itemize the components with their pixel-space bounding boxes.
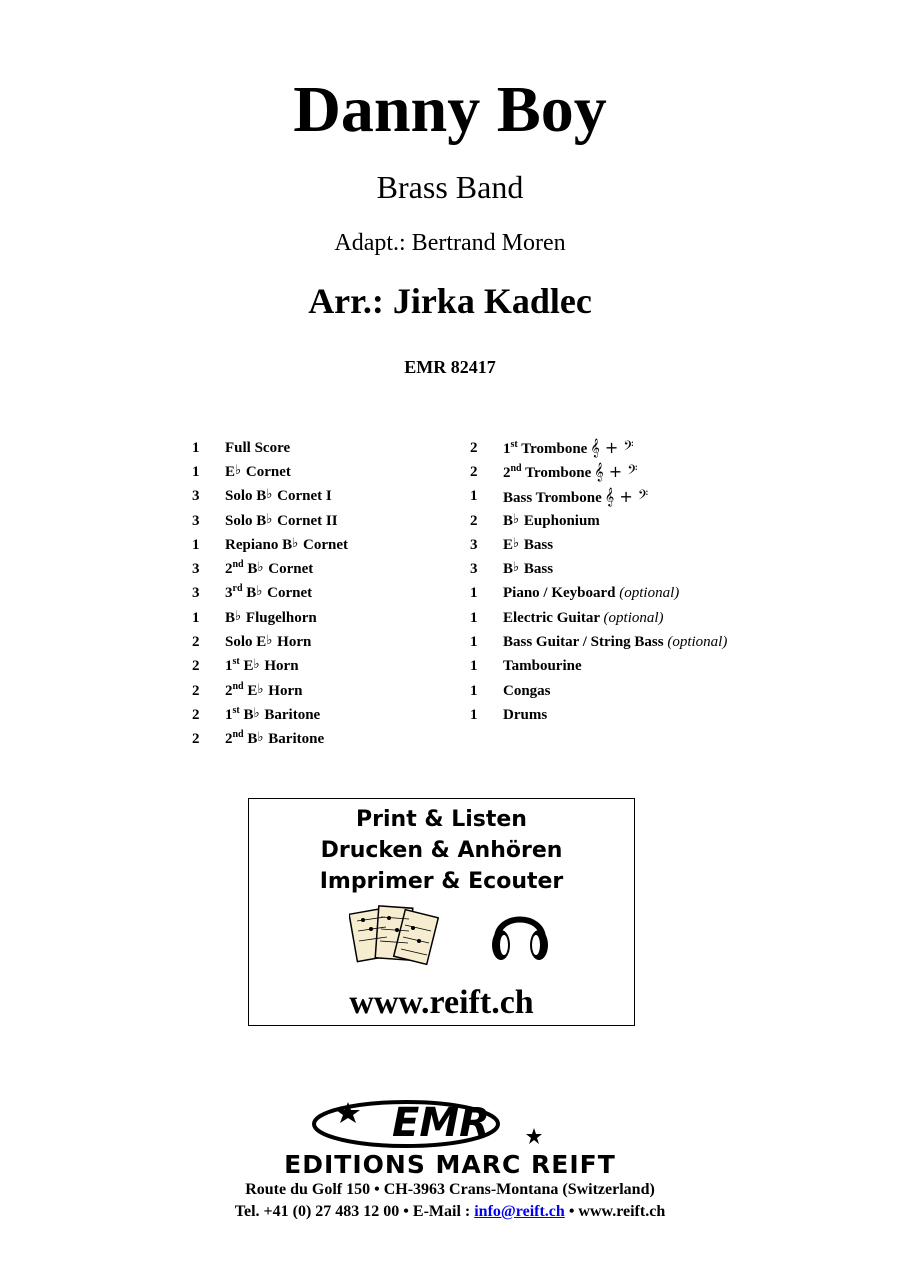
- part-label: Baritone: [264, 706, 321, 723]
- ordinal-suffix: nd: [510, 463, 522, 475]
- part-row: [470, 655, 727, 679]
- sheet-music-icon: [349, 903, 439, 969]
- ordinal-suffix: st: [232, 656, 240, 668]
- part-label: Horn: [277, 634, 312, 651]
- key-note: B: [247, 561, 258, 578]
- promo-line-french: Imprimer & Ecouter: [319, 869, 564, 894]
- key-note: B: [247, 731, 258, 748]
- part-prefix: 2: [225, 561, 233, 578]
- website-text: • www.reift.ch: [564, 1203, 666, 1220]
- part-label: Electric Guitar: [503, 609, 600, 626]
- part-row: [470, 485, 727, 509]
- flat-icon: ♭: [292, 534, 299, 550]
- part-label: Euphonium: [523, 512, 600, 529]
- part-row: [470, 630, 727, 654]
- part-row: [192, 460, 348, 484]
- part-quantity: 2: [470, 463, 478, 480]
- part-name: [225, 658, 299, 675]
- optional-note: (optional): [603, 609, 664, 626]
- logo-text: EMR: [392, 1100, 490, 1146]
- address: Route du Golf 150 • CH-3963 Crans-Montana (Switzerland): [245, 1181, 655, 1198]
- part-prefix: 2: [225, 682, 233, 699]
- promo-line-english: Print & Listen: [356, 807, 527, 832]
- part-label: Piano / Keyboard: [503, 585, 616, 602]
- part-row: [470, 703, 727, 727]
- key-note: B: [246, 585, 257, 602]
- part-prefix: Solo: [225, 512, 257, 529]
- flat-icon: ♭: [257, 680, 264, 696]
- part-name: [503, 510, 600, 530]
- part-quantity: 3: [470, 536, 478, 553]
- part-row: [470, 582, 727, 606]
- key-note: B: [256, 512, 267, 529]
- part-quantity: 2: [470, 512, 478, 529]
- clef-icons: 𝄞 + 𝄢: [594, 462, 638, 482]
- part-label: Full Score: [225, 439, 291, 456]
- part-name: [225, 510, 338, 530]
- part-label: Baritone: [268, 731, 325, 748]
- part-row: [192, 533, 348, 557]
- part-quantity: 1: [192, 439, 200, 456]
- part-name: [503, 585, 679, 602]
- part-name: [503, 561, 553, 578]
- part-quantity: 1: [192, 536, 200, 553]
- part-row: [192, 606, 348, 630]
- optional-note: (optional): [667, 634, 728, 651]
- part-label: Cornet: [303, 536, 348, 553]
- key-note: E: [243, 658, 254, 675]
- part-row: [192, 582, 348, 606]
- part-quantity: 1: [470, 609, 478, 626]
- catalog-number: EMR 82417: [404, 357, 496, 377]
- part-name: [225, 607, 317, 627]
- ordinal-suffix: nd: [232, 680, 244, 692]
- part-prefix: 1: [225, 706, 233, 723]
- part-label: Cornet I: [277, 488, 332, 505]
- part-name: [225, 461, 291, 481]
- part-name: [503, 438, 634, 458]
- part-name: [225, 534, 348, 554]
- ordinal-suffix: st: [510, 439, 518, 451]
- part-row: [470, 557, 727, 581]
- part-quantity: 1: [192, 463, 200, 480]
- part-quantity: 3: [192, 561, 200, 578]
- part-name: [225, 585, 312, 602]
- part-quantity: 2: [192, 634, 200, 651]
- part-label: Cornet: [245, 463, 291, 480]
- part-quantity: 3: [192, 512, 200, 529]
- part-label: Trombone: [521, 441, 588, 458]
- ordinal-suffix: st: [232, 704, 240, 716]
- flat-icon: ♭: [266, 510, 273, 526]
- part-name: [503, 634, 727, 651]
- part-row: [470, 533, 727, 557]
- part-row: [192, 728, 348, 752]
- phone-text: Tel. +41 (0) 27 483 12 00 • E-Mail :: [234, 1203, 475, 1220]
- part-label: Bass Trombone: [503, 489, 602, 506]
- part-label: Trombone: [525, 465, 592, 482]
- part-quantity: 3: [192, 585, 200, 602]
- part-name: [503, 534, 554, 554]
- email-link[interactable]: info@reift.ch: [474, 1203, 565, 1220]
- flat-icon: ♭: [513, 534, 520, 550]
- part-prefix: 3: [225, 585, 233, 602]
- clef-icons: 𝄞 + 𝄢: [590, 438, 634, 458]
- flat-icon: ♭: [253, 704, 260, 720]
- part-name: [503, 683, 551, 700]
- part-name: [225, 634, 311, 651]
- part-prefix: Solo: [225, 488, 257, 505]
- ordinal-suffix: nd: [232, 559, 244, 571]
- part-label: Bass Guitar / String Bass: [503, 634, 664, 651]
- flat-icon: ♭: [513, 559, 520, 575]
- part-quantity: 2: [192, 731, 200, 748]
- headphones-icon: [489, 901, 551, 967]
- part-quantity: 3: [192, 488, 200, 505]
- flat-icon: ♭: [513, 510, 520, 526]
- key-note: B: [503, 512, 514, 529]
- part-row: [470, 606, 727, 630]
- promo-line-german: Drucken & Anhören: [320, 838, 563, 863]
- part-label: Cornet: [267, 585, 313, 602]
- key-note: B: [282, 536, 293, 553]
- key-note: E: [247, 682, 258, 699]
- part-row: [192, 509, 348, 533]
- key-note: B: [503, 561, 514, 578]
- optional-note: (optional): [619, 585, 680, 602]
- flat-icon: ♭: [266, 486, 273, 502]
- part-quantity: 2: [192, 682, 200, 699]
- publisher-name: EDITIONS MARC REIFT: [284, 1150, 616, 1179]
- parts-list-left: [192, 436, 348, 752]
- part-label: Horn: [268, 682, 303, 699]
- part-prefix: Repiano: [225, 536, 283, 553]
- promo-box: [248, 798, 635, 1026]
- part-quantity: 1: [470, 658, 478, 675]
- part-row: [192, 485, 348, 509]
- ordinal-suffix: nd: [232, 729, 244, 741]
- part-row: [470, 679, 727, 703]
- part-label: Congas: [503, 682, 551, 699]
- clef-icons: 𝄞 + 𝄢: [604, 486, 649, 506]
- part-prefix: 1: [503, 441, 511, 458]
- promo-website[interactable]: www.reift.ch: [349, 984, 534, 1021]
- flat-icon: ♭: [235, 461, 242, 477]
- flat-icon: ♭: [256, 583, 263, 599]
- part-quantity: 2: [192, 706, 200, 723]
- part-name: [225, 488, 332, 505]
- key-note: E: [256, 634, 267, 651]
- part-name: [225, 704, 321, 724]
- part-label: Flugelhorn: [245, 609, 317, 626]
- part-quantity: 1: [470, 585, 478, 602]
- part-label: Tambourine: [503, 658, 582, 675]
- parts-list-right: [470, 436, 727, 728]
- part-name: [503, 707, 547, 724]
- part-label: Horn: [264, 658, 299, 675]
- flat-icon: ♭: [253, 656, 260, 672]
- key-note: B: [225, 609, 236, 626]
- part-quantity: 1: [470, 634, 478, 651]
- part-prefix: 2: [503, 465, 511, 482]
- part-name: [225, 731, 324, 748]
- part-prefix: 2: [225, 731, 233, 748]
- page-title: Danny Boy: [293, 73, 607, 146]
- part-name: [225, 680, 303, 700]
- arranger-credit: Arr.: Jirka Kadlec: [308, 281, 592, 321]
- part-row: [192, 436, 348, 460]
- part-label: Drums: [503, 706, 548, 723]
- part-row: [192, 557, 348, 581]
- flat-icon: ♭: [235, 607, 242, 623]
- part-row: [192, 630, 348, 654]
- contact-line: [0, 1202, 900, 1222]
- part-quantity: 1: [470, 682, 478, 699]
- part-row: [470, 509, 727, 533]
- part-quantity: 1: [470, 706, 478, 723]
- key-note: E: [503, 536, 514, 553]
- part-label: Cornet II: [277, 512, 338, 529]
- part-quantity: 1: [192, 609, 200, 626]
- part-name: [503, 658, 582, 675]
- part-row: [192, 703, 348, 727]
- part-label: Cornet: [268, 561, 314, 578]
- part-row: [470, 436, 727, 460]
- adaptation-credit: Adapt.: Bertrand Moren: [334, 230, 566, 256]
- part-label: Bass: [523, 561, 554, 578]
- part-row: [192, 679, 348, 703]
- part-name: [503, 610, 664, 627]
- part-prefix: Solo: [225, 634, 257, 651]
- part-quantity: 2: [192, 658, 200, 675]
- part-row: [470, 460, 727, 484]
- emr-logo: [256, 1090, 556, 1150]
- ordinal-suffix: rd: [232, 583, 243, 595]
- flat-icon: ♭: [266, 632, 273, 648]
- part-quantity: 2: [470, 439, 478, 456]
- part-quantity: 3: [470, 561, 478, 578]
- subtitle: Brass Band: [376, 169, 524, 205]
- key-note: B: [243, 706, 254, 723]
- key-note: E: [225, 463, 236, 480]
- part-name: [503, 462, 638, 482]
- part-quantity: 1: [470, 488, 478, 505]
- part-label: Bass: [523, 536, 554, 553]
- part-name: [503, 487, 648, 507]
- part-name: [225, 561, 313, 578]
- part-row: [192, 655, 348, 679]
- part-name: [225, 440, 290, 457]
- key-note: B: [256, 488, 267, 505]
- part-prefix: 1: [225, 658, 233, 675]
- flat-icon: ♭: [257, 559, 264, 575]
- flat-icon: ♭: [257, 729, 264, 745]
